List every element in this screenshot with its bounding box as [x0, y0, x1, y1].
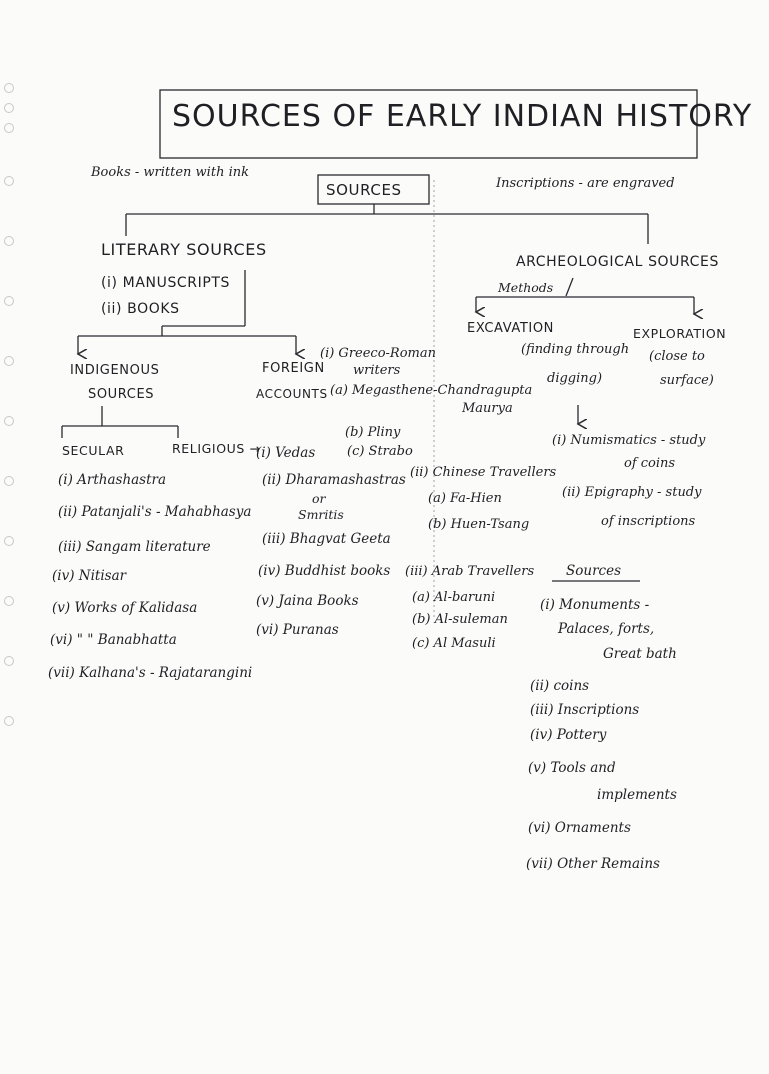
binder-hole — [4, 176, 14, 186]
religious-item: or — [312, 491, 326, 506]
chinese-item: (b) Huen-Tsang — [428, 517, 530, 532]
secular-item: (iv) Nitisar — [52, 568, 127, 584]
religious-item: Smritis — [298, 507, 344, 522]
binder-hole — [4, 416, 14, 426]
study-item: (ii) Epigraphy - study — [562, 485, 702, 500]
secular-item: (ii) Patanjali's - Mahabhasya — [58, 504, 252, 520]
binder-hole — [4, 296, 14, 306]
sources-list-item: (vi) Ornaments — [528, 820, 631, 836]
archeological-heading: ARCHEOLOGICAL SOURCES — [516, 254, 719, 270]
chinese-heading: (ii) Chinese Travellers — [410, 465, 557, 480]
methods-label: Methods — [498, 280, 554, 295]
chinese-item: (a) Fa-Hien — [428, 491, 502, 506]
religious-item: (iv) Buddhist books — [258, 563, 391, 579]
greco-heading-line2: writers — [353, 363, 401, 378]
binder-hole — [4, 476, 14, 486]
sources-root: SOURCES — [326, 181, 402, 199]
secular-item: (vi) " " Banabhatta — [50, 632, 177, 648]
religious-item: (v) Jaina Books — [256, 593, 359, 609]
literary-item: (i) MANUSCRIPTS — [101, 275, 231, 291]
binder-hole — [4, 596, 14, 606]
religious-item: (iii) Bhagvat Geeta — [262, 531, 391, 547]
binder-hole — [4, 536, 14, 546]
arab-item: (b) Al-suleman — [412, 612, 508, 627]
sources-list-item: (iv) Pottery — [530, 727, 607, 743]
literary-heading: LITERARY SOURCES — [101, 240, 267, 259]
excavation-note: (finding through — [521, 342, 630, 357]
greco-item: (c) Strabo — [347, 444, 413, 459]
study-item: (i) Numismatics - study — [552, 433, 706, 448]
religious-heading: RELIGIOUS → — [172, 441, 261, 456]
secular-item: (v) Works of Kalidasa — [52, 600, 198, 616]
foreign-heading-line2: ACCOUNTS — [256, 387, 328, 401]
binder-hole — [4, 103, 14, 113]
sources-list-item: (iii) Inscriptions — [530, 702, 640, 718]
exploration-note: (close to — [649, 349, 705, 364]
arab-item: (c) Al Masuli — [412, 636, 496, 651]
religious-item: (vi) Puranas — [256, 622, 339, 638]
secular-item: (iii) Sangam literature — [58, 539, 211, 555]
literary-item: (ii) BOOKS — [101, 301, 180, 317]
sources-list-item: (vii) Other Remains — [526, 856, 660, 872]
binder-hole — [4, 716, 14, 726]
binder-hole — [4, 356, 14, 366]
binder-hole — [4, 236, 14, 246]
sources-list-item: Palaces, forts, — [558, 621, 655, 637]
secular-item: (i) Arthashastra — [58, 472, 167, 488]
sources-list-item: (ii) coins — [530, 678, 590, 694]
binder-hole — [4, 83, 14, 93]
secular-heading: SECULAR — [62, 443, 125, 458]
foreign-heading: FOREIGN — [262, 361, 325, 376]
sources-list-item: (i) Monuments - — [540, 597, 650, 613]
greco-heading: (i) Greeco-Roman — [320, 346, 436, 361]
sources-list-item: (v) Tools and — [528, 760, 616, 776]
greco-item: Maurya — [462, 401, 513, 416]
arab-heading: (iii) Arab Travellers — [405, 564, 535, 579]
excavation-note: digging) — [547, 371, 603, 386]
exploration-note: surface) — [660, 373, 714, 388]
excavation-heading: EXCAVATION — [467, 321, 554, 336]
binder-hole — [4, 656, 14, 666]
sources-list-item: Great bath — [603, 646, 677, 662]
religious-item: (i) Vedas — [256, 445, 316, 461]
sources-list-item: implements — [597, 787, 677, 803]
study-item: of inscriptions — [601, 514, 696, 529]
page-title: SOURCES OF EARLY INDIAN HISTORY — [172, 99, 753, 134]
greco-item: (b) Pliny — [345, 425, 401, 440]
binder-hole — [4, 123, 14, 133]
books-note: Books - written with ink — [91, 165, 249, 180]
religious-item: (ii) Dharamashastras — [262, 472, 406, 488]
greco-item: (a) Megasthene-Chandragupta — [330, 383, 533, 398]
study-item: of coins — [624, 456, 676, 471]
sources-list-heading: Sources — [566, 563, 622, 579]
exploration-heading: EXPLORATION — [633, 326, 727, 341]
inscriptions-note: Inscriptions - are engraved — [496, 176, 675, 191]
arab-item: (a) Al-baruni — [412, 590, 496, 605]
secular-item: (vii) Kalhana's - Rajatarangini — [48, 665, 253, 681]
indigenous-heading: INDIGENOUS — [70, 363, 160, 378]
indigenous-heading-line2: SOURCES — [88, 387, 155, 402]
